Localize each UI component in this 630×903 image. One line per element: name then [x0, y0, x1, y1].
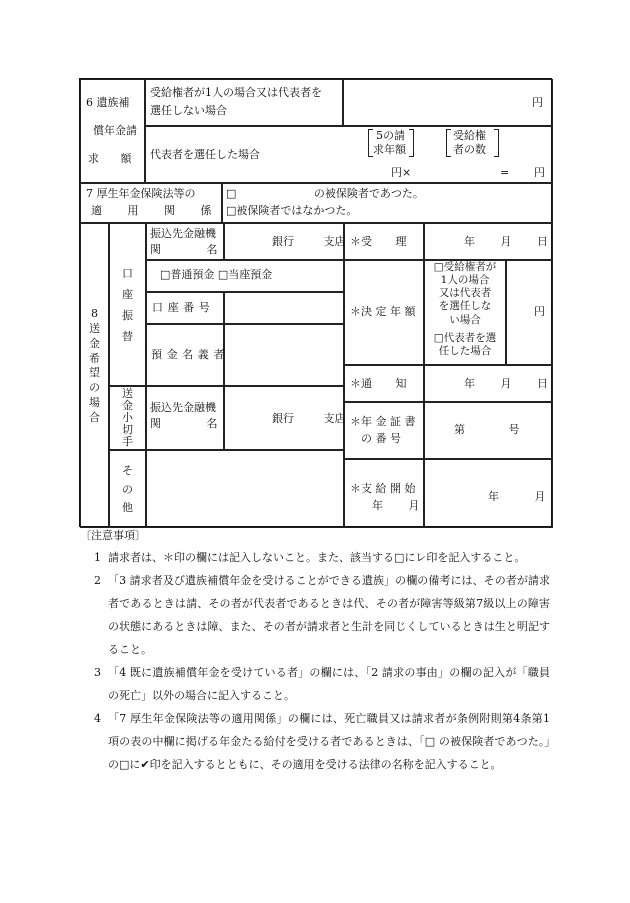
- decided-opt1-line0: □受給権者が: [433, 261, 497, 273]
- decided-opt1-line4: い場合: [449, 313, 481, 326]
- decided-opt2-line1: 任した場合: [438, 345, 492, 358]
- note-text: 請求者は、＊印の欄には記入しないこと。また、該当する□にレ印を記入すること。: [108, 551, 526, 564]
- sec6-box1-line1: 5の請: [376, 129, 405, 142]
- sub1-char-2: 振: [122, 308, 133, 322]
- notes-heading: 〔注意事項〕: [80, 529, 146, 542]
- cert-value: 第 号: [454, 423, 520, 436]
- note-item: [80, 707, 550, 776]
- notice-value: 年 月 日: [464, 377, 548, 390]
- sec6-row1-text-line2: 選任しない場合: [150, 104, 227, 117]
- sec7-label-line2: 適 用 関 係: [91, 204, 212, 217]
- sub3-char-0: そ: [122, 464, 133, 477]
- cert-label-line1: ＊年 金 証 書: [350, 415, 416, 428]
- account-number-label: 口 座 番 号: [152, 301, 211, 314]
- bank2-label-line1: 振込先金融機: [150, 401, 216, 414]
- bank2-value: 銀行 支店: [272, 412, 346, 425]
- bank-label-line2: 関 名: [150, 243, 218, 256]
- received-value: 年 月 日: [464, 235, 548, 248]
- account-number-value-cell[interactable]: [224, 292, 344, 324]
- notice-label: ＊通 知: [350, 377, 407, 390]
- note-text: 「7 厚生年金保険法等の適用関係」の欄には、死亡職員又は請求者が条例附則第4条第1項の表の中欄に掲げる年金たる給付を受ける者であるときは、「□ の被保険者であつた。」の□に✔印を記入するとともに、その適用を受ける法律の名称を記入すること。: [108, 712, 550, 771]
- sec8-char-5: の: [89, 381, 100, 395]
- decided-opt1-line3: を選任しな: [438, 300, 492, 313]
- sec8-char-4: 望: [89, 366, 100, 380]
- sub3-char-2: 他: [122, 501, 133, 515]
- decided-opt2-line0: □代表者を選: [433, 332, 497, 344]
- sub2-char-3: 切: [122, 423, 133, 437]
- decided-opt2[interactable]: [426, 332, 504, 358]
- account-name-value-cell[interactable]: [224, 324, 344, 386]
- sec7-label-line1: 7 厚生年金保険法等の: [86, 187, 196, 200]
- sec6-label-line2: 償年金請: [93, 124, 137, 137]
- sec8-char-6: 場: [89, 396, 100, 410]
- sec7-option1[interactable]: □ の被保険者であつた。: [226, 187, 424, 200]
- sub-remittance-check-vertical: [111, 388, 144, 448]
- sec6-row1-unit: 円: [532, 96, 543, 109]
- sec6-formula-yen: 円×: [391, 166, 412, 179]
- note-item: [80, 546, 550, 569]
- sec6-row2-text: 代表者を選任した場合: [150, 148, 260, 161]
- start-label-line1: ＊支 給 開 始: [350, 482, 416, 495]
- sub1-char-1: 座: [122, 287, 133, 301]
- sub2-char-2: 小: [122, 411, 133, 425]
- sec6-label-line1: 6 遺族補: [86, 96, 130, 109]
- sec8-char-3: 希: [89, 351, 100, 365]
- bank2-label-line2: 関 名: [150, 417, 218, 430]
- bracket-left-2: [446, 129, 451, 157]
- sec6-box2-line2: 者の数: [453, 143, 486, 156]
- sec8-char-1: 送: [89, 321, 100, 335]
- bank-value: 銀行 支店: [272, 235, 346, 248]
- decided-label: ＊決 定 年 額: [350, 305, 416, 318]
- note-text: 「3 請求者及び遺族補償年金を受けることができる遺族」の欄の備考には、その者が請求者であるときは請、その者が代表者であるときは代、その者が障害等級第7級以上の障害の状態にあるときは障、また、その者が請求者と生計を同じくしているときは生と明記すること。: [108, 574, 550, 656]
- sec6-label-line3: 求 額: [88, 152, 132, 165]
- sub-account-transfer-vertical: [111, 264, 144, 348]
- sec8-char-7: 合: [89, 410, 100, 424]
- decided-amount-cell[interactable]: [506, 260, 553, 365]
- decided-opt1[interactable]: [426, 261, 504, 327]
- note-text: 「4 既に遺族補償年金を受けている者」の欄には、「2 請求の事由」の欄の記入が「職員の死亡」以外の場合に記入すること。: [108, 666, 550, 702]
- sec7-option2[interactable]: □被保険者ではなかつた。: [226, 204, 358, 217]
- sub-other-vertical: [111, 462, 144, 518]
- decided-opt1-line1: 1人の場合: [440, 274, 490, 287]
- start-label-line2: 年 月: [372, 499, 420, 512]
- sec6-box1-line2: 求年額: [373, 143, 406, 156]
- sub2-char-1: 金: [122, 399, 133, 413]
- bank-label-line1: 振込先金融機: [150, 227, 216, 240]
- note-number: 3: [94, 666, 101, 679]
- sec8-char-0: 8: [91, 307, 98, 320]
- sec6-box2-line1: 受給権: [453, 129, 486, 142]
- sec6-row1-amount-cell[interactable]: [343, 79, 553, 126]
- note-item: [80, 661, 550, 707]
- start-value: 年 月: [488, 490, 546, 503]
- received-label: ＊受 理: [350, 235, 407, 248]
- sub1-char-0: 口: [122, 267, 133, 280]
- deposit-types[interactable]: □普通預金 □当座預金: [160, 268, 273, 281]
- sec6-formula-unit: 円: [534, 166, 545, 179]
- bracket-right-1: [409, 129, 414, 157]
- decided-opt1-line2: 又は代表者: [438, 287, 492, 300]
- sub1-char-3: 替: [122, 329, 133, 343]
- notes-section: [80, 527, 550, 776]
- sub2-char-0: 送: [122, 387, 133, 400]
- decided-unit: 円: [534, 305, 545, 318]
- account-name-label: 預 金 名 義 者: [151, 348, 225, 361]
- sub2-char-4: 手: [122, 435, 133, 449]
- note-number: 1: [94, 551, 101, 564]
- sub3-char-1: の: [122, 482, 133, 496]
- sec6-formula-eq: =: [500, 166, 510, 179]
- sec6-row1-text-line1: 受給権者が1人の場合又は代表者を: [150, 86, 322, 99]
- other-value-cell[interactable]: [146, 450, 344, 528]
- sec8-label-vertical: [82, 307, 107, 426]
- sec8-char-2: 金: [89, 336, 100, 350]
- note-number: 4: [94, 712, 101, 725]
- cert-label-line2: の 番 号: [361, 432, 401, 445]
- claim-form-table: [79, 78, 552, 527]
- bracket-right-2: [494, 129, 499, 157]
- note-number: 2: [94, 574, 101, 587]
- note-item: [80, 569, 550, 661]
